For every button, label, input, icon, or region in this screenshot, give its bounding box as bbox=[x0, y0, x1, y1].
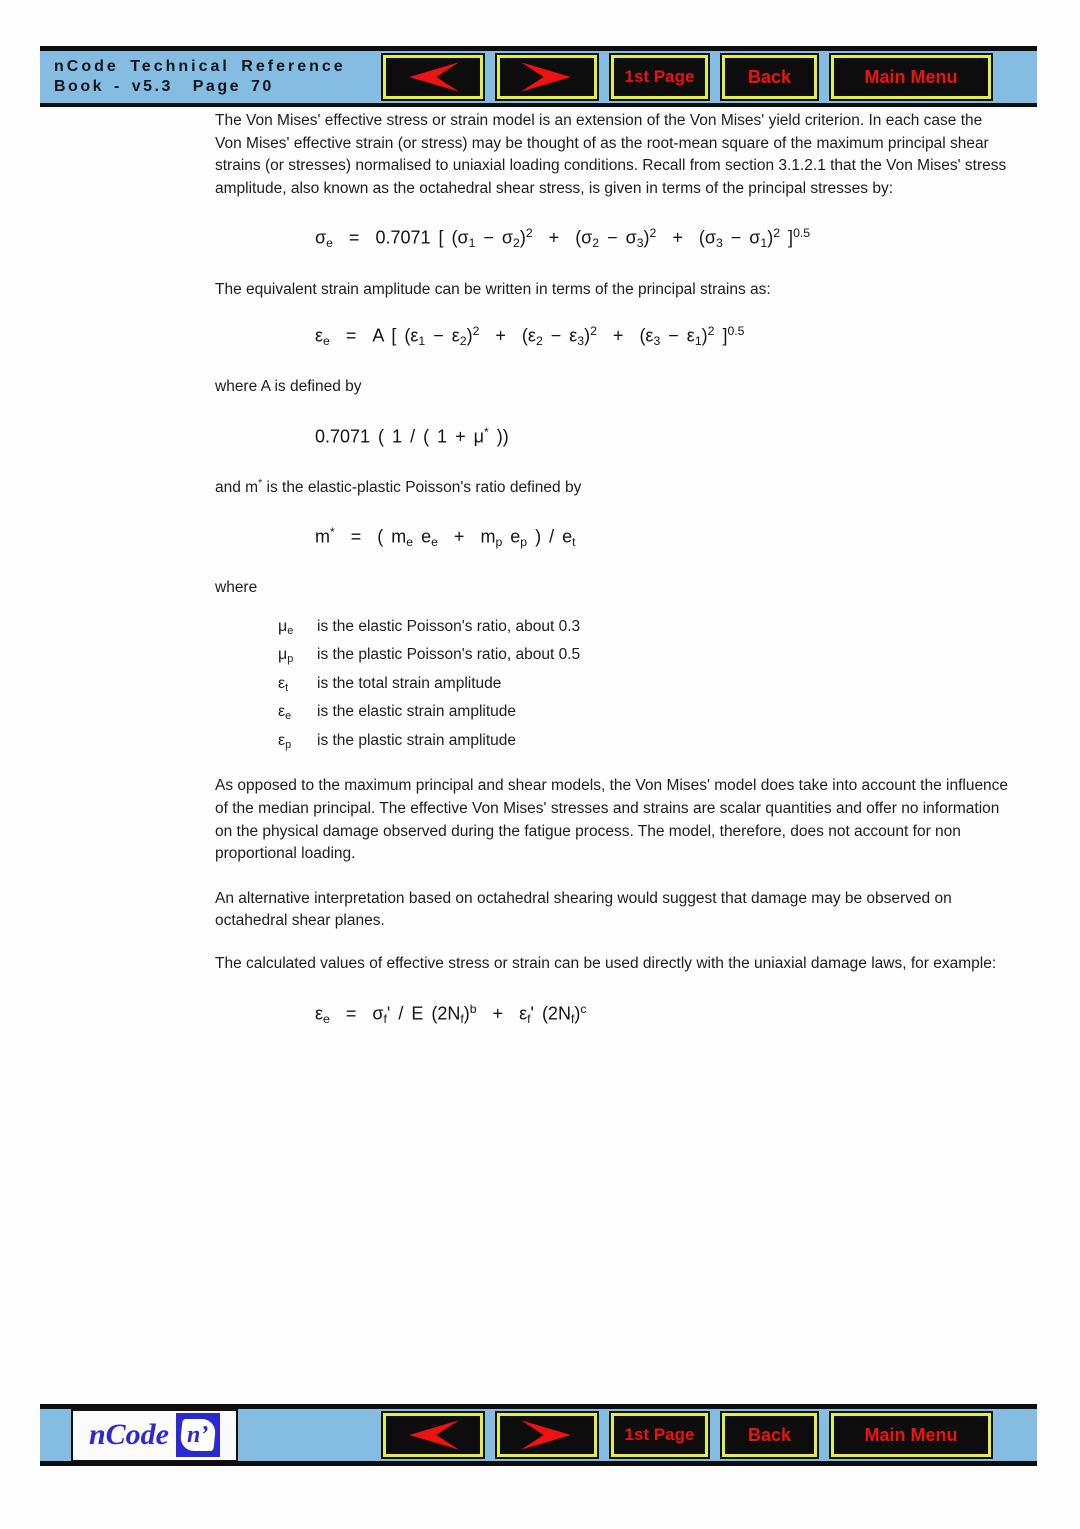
back-button[interactable]: Back bbox=[722, 1413, 817, 1457]
right-arrow-icon bbox=[516, 60, 578, 94]
prev-page-button[interactable] bbox=[383, 55, 483, 99]
prev-page-button[interactable] bbox=[383, 1413, 483, 1457]
ncode-leaf-icon bbox=[179, 1419, 216, 1451]
definition-text: is the total strain amplitude bbox=[317, 674, 502, 692]
paragraph-m-star: and m* is the elastic-plastic Poisson's ratio defined by bbox=[215, 476, 582, 496]
paragraph-where: where bbox=[215, 579, 258, 597]
formula-stress-amplitude: $\sigma_e = 0.7071$ [ $(\sigma_1 - \sigma_2)^2 + (\sigma_2 - \sigma_3)^2 + (\sigma_3 - \sigma_1)^2$ ]$^{0.5}$ bbox=[315, 226, 811, 251]
main-menu-button[interactable]: Main Menu bbox=[831, 1413, 991, 1457]
definition-symbol: $\mu_p$ bbox=[278, 646, 294, 666]
definition-symbol: $\varepsilon_p$ bbox=[278, 731, 292, 751]
definition-row bbox=[278, 700, 1012, 729]
header-nav bbox=[383, 55, 991, 99]
right-arrow-icon bbox=[516, 1418, 578, 1452]
formula-strain-amplitude: $\varepsilon_e = A$ [ $(\varepsilon_1 - \varepsilon_2)^2 + (\varepsilon_2 - \varepsilon_3)^2 + (\varepsilon_3 - \varepsilon_1)^2$ ]$^{0.5}$ bbox=[315, 324, 745, 349]
paragraph-calculated: The calculated values of effective stress or strain can be used directly with the uniaxial damage laws, for example: bbox=[215, 954, 997, 972]
definition-symbol: $\mu_e$ bbox=[278, 617, 294, 637]
definition-row bbox=[278, 615, 1012, 644]
footer-nav bbox=[383, 1413, 991, 1457]
header-title-line2: Book - v5.3 Page 70 bbox=[54, 78, 274, 95]
header-title bbox=[54, 57, 346, 97]
paragraph-alternative: An alternative interpretation based on octahedral shearing would suggest that damage may be observed on octahedral shear planes. bbox=[215, 889, 952, 930]
paragraph-where-a: where A is defined by bbox=[215, 378, 362, 396]
definition-symbol: $\varepsilon_e$ bbox=[278, 703, 292, 723]
definition-row bbox=[278, 643, 1012, 672]
ncode-logo[interactable] bbox=[71, 1409, 238, 1462]
ncode-logo-n: n’ bbox=[187, 1422, 209, 1448]
document-content bbox=[215, 110, 1012, 1034]
definition-text: is the plastic strain amplitude bbox=[317, 731, 517, 749]
back-button[interactable]: Back bbox=[722, 55, 817, 99]
definition-row bbox=[278, 672, 1012, 701]
next-page-button[interactable] bbox=[497, 55, 597, 99]
header-bar bbox=[40, 46, 1037, 107]
definition-symbol: $\varepsilon_t$ bbox=[278, 674, 289, 694]
ncode-logo-text: nCode bbox=[88, 1418, 169, 1451]
symbol-definitions bbox=[278, 615, 1012, 758]
paragraph-equivalent-strain: The equivalent strain amplitude can be written in terms of the principal strains as: bbox=[215, 280, 771, 298]
formula-damage-law: $\varepsilon_e = \sigma_f' / E$ $(2N_f)^b + \varepsilon_f'$ $(2N_f)^c$ bbox=[315, 1001, 587, 1026]
header-title-line1: nCode Technical Reference bbox=[54, 58, 346, 75]
main-menu-button[interactable]: Main Menu bbox=[831, 55, 991, 99]
first-page-button[interactable]: 1st Page bbox=[611, 55, 708, 99]
paragraph-intro: The Von Mises' effective stress or strain model is an extension of the Von Mises' yield criterion. In each case the Von Mises' effective strain (or stress) may be thought of as the root-mean square of the maximum principal shear strains (or stresses) normalised to uniaxial loading conditions. Recall from section 3.1.2.1 that the Von Mises' stress amplitude, also known as the octahedral shear stress, is given in terms of the principal stresses by: bbox=[215, 112, 1007, 197]
definition-text: is the plastic Poisson's ratio, about 0.5 bbox=[317, 646, 581, 664]
footer-bar bbox=[40, 1404, 1037, 1466]
left-arrow-icon bbox=[402, 1418, 464, 1452]
ncode-logo-mark-icon bbox=[176, 1413, 220, 1457]
formula-a-definition: 0.7071 ( 1 / ( 1 + μ* )) bbox=[315, 424, 509, 447]
formula-m-star-definition: m* = ( $m_e$ $e_e + m_p$ $e_p$ ) / $e_t$ bbox=[315, 524, 576, 550]
first-page-button[interactable]: 1st Page bbox=[611, 1413, 708, 1457]
definition-text: is the elastic strain amplitude bbox=[317, 703, 517, 721]
next-page-button[interactable] bbox=[497, 1413, 597, 1457]
paragraph-opposed: As opposed to the maximum principal and shear models, the Von Mises' model does take into account the influence of the median principal. The effective Von Mises' stresses and strains are scalar quantities and offer no information on the physical damage observed during the fatigue process. The model, therefore, does not account for non proportional loading. bbox=[215, 777, 1009, 863]
left-arrow-icon bbox=[402, 60, 464, 94]
definition-text: is the elastic Poisson's ratio, about 0.3 bbox=[317, 617, 581, 635]
definition-row bbox=[278, 729, 1012, 758]
